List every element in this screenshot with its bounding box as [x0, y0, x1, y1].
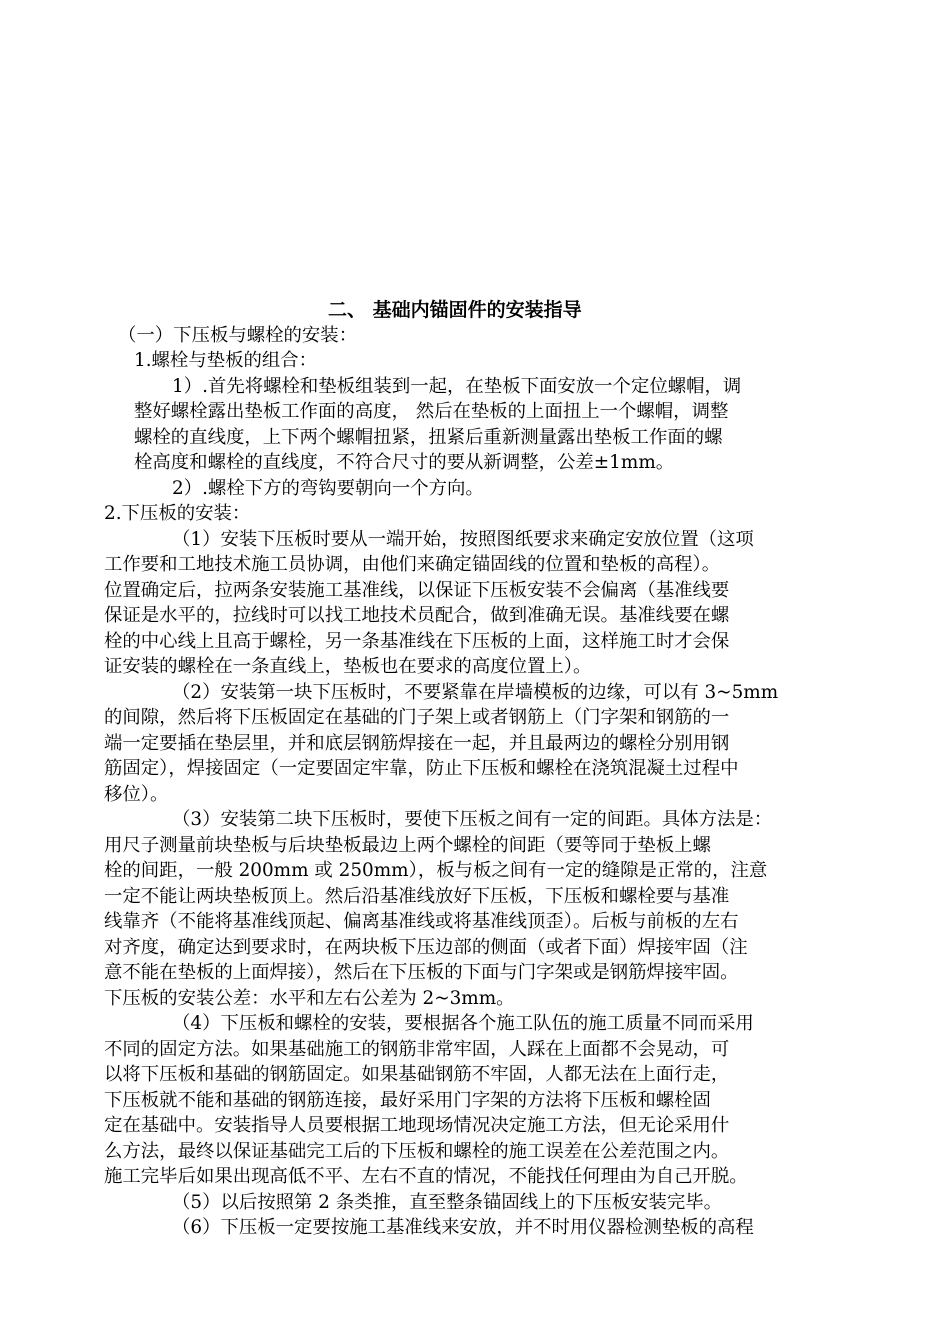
- paragraph-line: （1）安装下压板时要从一端开始，按照图纸要求来确定安放位置（这项: [172, 529, 754, 550]
- paragraph-line: 栓的间距，一般 200mm 或 250mm），板与板之间有一定的缝隙是正常的，注意: [104, 860, 768, 881]
- item-heading: 1.螺栓与垫板的组合：: [134, 350, 318, 371]
- paragraph-line: 意不能在垫板的上面焊接），然后在下压板的下面与门字架或是钢筋焊接牢固。: [104, 962, 739, 983]
- paragraph-line: 对齐度，确定达到要求时，在两块板下压边部的侧面（或者下面）焊接牢固（注: [104, 937, 748, 958]
- paragraph-line: （5）以后按照第 2 条类推，直至整条锚固线上的下压板安装完毕。: [172, 1192, 723, 1213]
- paragraph-line: （4）下压板和螺栓的安装，要根据各个施工队伍的施工质量不同而采用: [172, 1013, 754, 1034]
- paragraph-line: 施工完毕后如果出现高低不平、左右不直的情况，不能找任何理由为自己开脱。: [104, 1166, 748, 1187]
- paragraph-line: 螺栓的直线度，上下两个螺帽扭紧，扭紧后重新测量露出垫板工作面的螺: [134, 427, 723, 448]
- paragraph-line: 2）.螺栓下方的弯钩要朝向一个方向。: [172, 478, 484, 499]
- paragraph-line: 证安装的螺栓在一条直线上，垫板也在要求的高度位置上）。: [104, 656, 592, 677]
- paragraph-line: 位置确定后，拉两条安装施工基准线，以保证下压板安装不会偏离（基准线要: [104, 580, 730, 601]
- paragraph-line: （6）下压板一定要按施工基准线来安放，并不时用仪器检测垫板的高程: [172, 1217, 754, 1238]
- paragraph-line: 栓高度和螺栓的直线度，不符合尺寸的要从新调整，公差±1mm。: [134, 452, 675, 473]
- section-title: 二、 基础内锚固件的安装指导: [328, 299, 582, 321]
- subsection-heading: （一）下压板与螺栓的安装：: [118, 325, 358, 346]
- paragraph-line: 保证是水平的，拉线时可以找工地技术员配合，做到准确无误。基准线要在螺: [104, 605, 730, 626]
- paragraph-line: 下压板的安装公差：水平和左右公差为 2~3mm。: [104, 988, 515, 1009]
- paragraph-line: 下压板就不能和基础的钢筋连接，最好采用门字架的方法将下压板和螺栓固: [104, 1090, 711, 1111]
- paragraph-line: 线靠齐（不能将基准线顶起、偏离基准线或将基准线顶歪）。后板与前板的左右: [104, 911, 739, 932]
- paragraph-line: 移位）。: [104, 784, 169, 805]
- paragraph-line: 的间隙，然后将下压板固定在基础的门子架上或者钢筋上（门字架和钢筋的一: [104, 707, 730, 728]
- paragraph-line: 1）.首先将螺栓和垫板组装到一起，在垫板下面安放一个定位螺帽，调: [172, 376, 742, 397]
- paragraph-line: 定在基础中。安装指导人员要根据工地现场情况决定施工方法，但无论采用什: [104, 1115, 730, 1136]
- paragraph-line: 整好螺栓露出垫板工作面的高度， 然后在垫板的上面扭上一个螺帽，调整: [134, 401, 729, 422]
- paragraph-line: 用尺子测量前块垫板与后块垫板最边上两个螺栓的间距（要等同于垫板上螺: [104, 835, 711, 856]
- paragraph-line: （3）安装第二块下压板时，要使下压板之间有一定的间距。具体方法是：: [172, 809, 773, 830]
- paragraph-line: 不同的固定方法。如果基础施工的钢筋非常牢固，人踩在上面都不会晃动，可: [104, 1039, 730, 1060]
- paragraph-line: 端一定要插在垫层里，并和底层钢筋焊接在一起，并且最两边的螺栓分别用钢: [104, 733, 730, 754]
- paragraph-line: 筋固定），焊接固定（一定要固定牢靠，防止下压板和螺栓在浇筑混凝土过程中: [104, 758, 739, 779]
- paragraph-line: （2）安装第一块下压板时，不要紧靠在岸墙模板的边缘，可以有 3~5mm: [172, 682, 779, 703]
- paragraph-line: 么方法，最终以保证基础完工后的下压板和螺栓的施工误差在公差范围之内。: [104, 1141, 730, 1162]
- paragraph-line: 工作要和工地技术施工员协调，由他们来确定锚固线的位置和垫板的高程）。: [104, 554, 721, 575]
- paragraph-line: 栓的中心线上且高于螺栓，另一条基准线在下压板的上面，这样施工时才会保: [104, 631, 730, 652]
- item-heading: 2.下压板的安装：: [104, 503, 251, 524]
- paragraph-line: 以将下压板和基础的钢筋固定。如果基础钢筋不牢固，人都无法在上面行走，: [104, 1064, 730, 1085]
- paragraph-line: 一定不能让两块垫板顶上。然后沿基准线放好下压板，下压板和螺栓要与基准: [104, 886, 730, 907]
